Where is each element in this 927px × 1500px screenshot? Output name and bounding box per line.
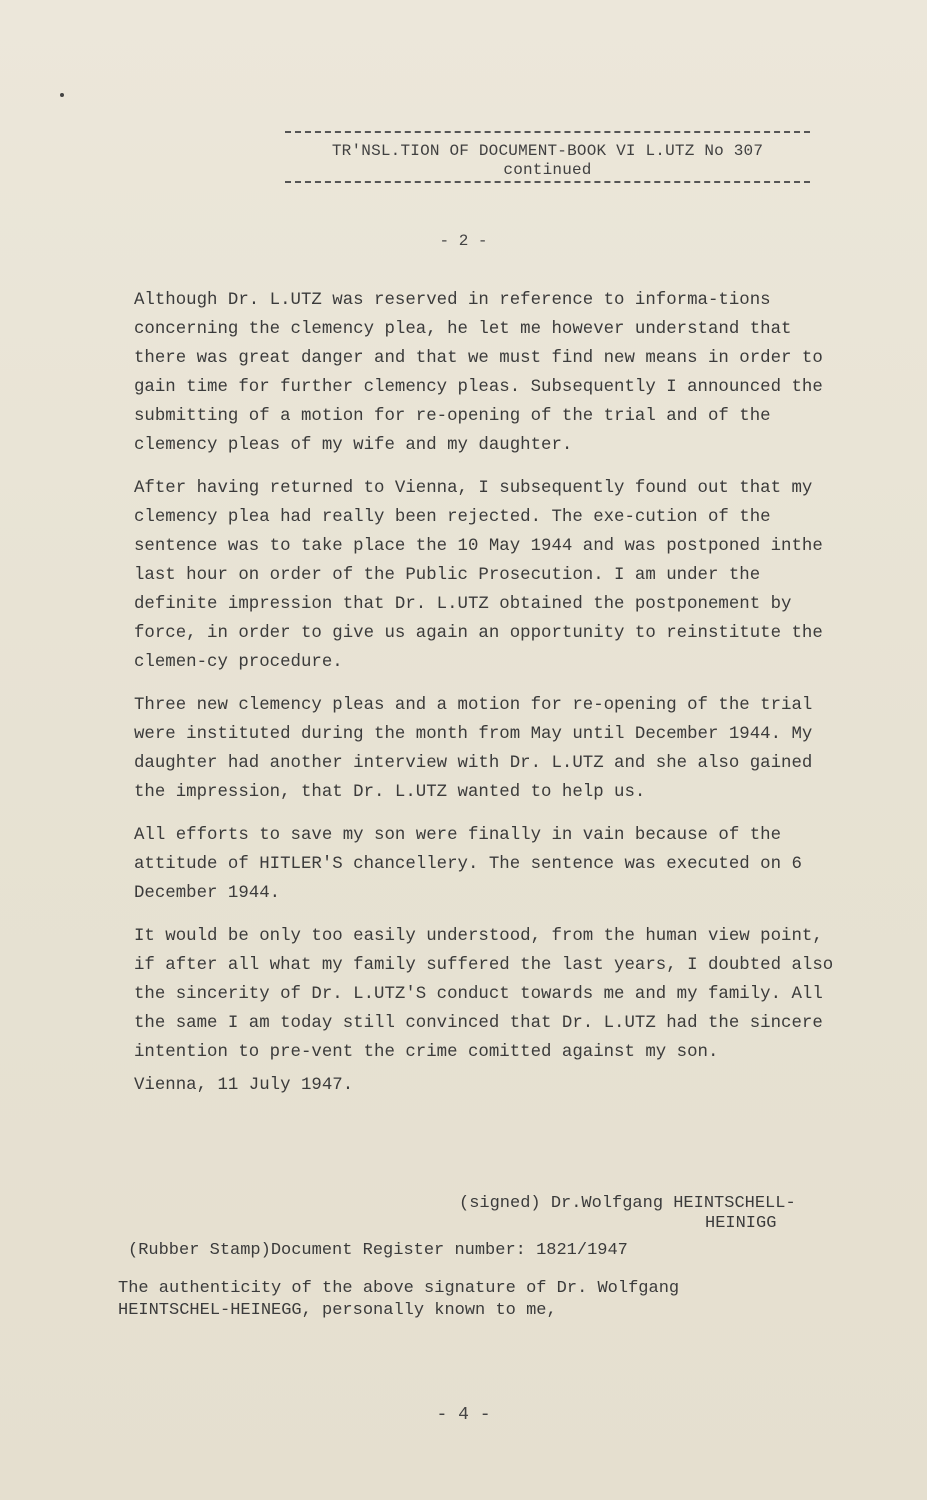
header-subtitle: continued [503,161,592,179]
paragraph-2: After having returned to Vienna, I subsequently found out that my clemency plea had really been rejected. The exe-cution of the sentence was to take place the 10 May 1944 and was postponed inthe last hour on order of the Public Prosecution. I am under the definite impression that Dr. L.UTZ obtained the postponement by force, in order to give us again an opportunity to reinstitute the clemen-cy procedure. [134,479,823,672]
body-text [134,286,834,1100]
page-marker-top: - 2 - [439,232,488,250]
signature-line-2: HEINIGG [705,1214,777,1233]
paragraph-5: It would be only too easily understood, from the human view point, if after all what my family suffered the last years, I doubted also the sincerity of Dr. L.UTZ'S conduct towards me and my family. All the same I am today still convinced that Dr. L.UTZ had the sincere intention to pre-vent the crime comitted against my son. [134,927,834,1062]
header-rule-bottom [285,181,810,183]
header-rule-top [285,131,810,133]
ink-speck [60,93,64,97]
page-number-bottom: - 4 - [436,1405,491,1425]
header-title: TR'NSL.TION OF DOCUMENT-BOOK VI L.UTZ No 307 [331,142,764,160]
paragraph-1: Although Dr. L.UTZ was reserved in reference to informa-tions concerning the clemency plea, he let me however understand that there was great danger and that we must find new means in order to gain time for further clemency pleas. Subsequently I announced the submitting of a motion for re-opening of the trial and of the clemency pleas of my wife and my daughter. [134,291,823,455]
signature-block [459,1194,796,1234]
paragraph-3: Three new clemency pleas and a motion for re-opening of the trial were instituted during the month from May until December 1944. My daughter had another interview with Dr. L.UTZ and she also gained the impression, that Dr. L.UTZ wanted to help us. [134,696,813,802]
authentication-text: The authenticity of the above signature of Dr. Wolfgang HEINTSCHEL-HEINEGG, personally known to me, [118,1279,680,1320]
signature-line-1: (signed) Dr.Wolfgang HEINTSCHELL- [459,1194,796,1213]
rubber-stamp-line: (Rubber Stamp)Document Register number: 1821/1947 [128,1241,628,1260]
place-date: Vienna, 11 July 1947. [134,1076,354,1095]
paragraph-4: All efforts to save my son were finally in vain because of the attitude of HITLER'S chancellery. The sentence was executed on 6 December 1944. [134,826,802,903]
document-header [285,131,810,183]
